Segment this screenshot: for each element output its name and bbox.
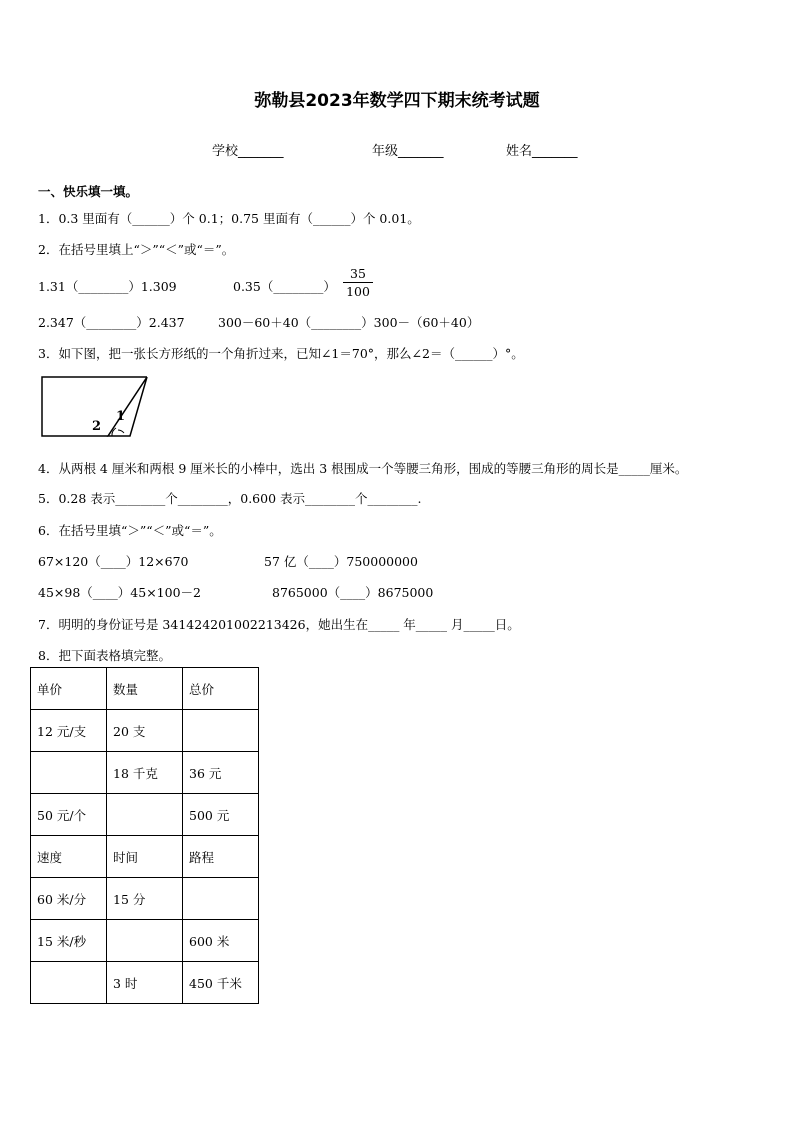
- table-row: [31, 668, 259, 710]
- angle-1-label: 1: [116, 409, 126, 424]
- table-cell: 18 千克: [107, 752, 183, 794]
- section-heading: 一、快乐填一填。: [38, 184, 139, 199]
- fraction-numerator: 35: [350, 266, 366, 281]
- question-2: 2．在括号里填上“＞”“＜”或“＝”。: [38, 242, 235, 257]
- table-cell: [183, 710, 259, 752]
- table-cell: 60 米/分: [31, 878, 107, 920]
- question-6: 6．在括号里填“＞”“＜”或“＝”。: [38, 523, 222, 538]
- table-row: [31, 794, 259, 836]
- question-8: 8．把下面表格填完整。: [38, 648, 171, 663]
- table-cell: 单价: [31, 668, 107, 710]
- table-row: [31, 836, 259, 878]
- page-title: 弥勒县2023年数学四下期末统考试题: [254, 91, 540, 111]
- table-cell: 600 米: [183, 920, 259, 962]
- table-row: [31, 710, 259, 752]
- table-cell: 3 时: [107, 962, 183, 1004]
- q2-item-a: 1.31（________）1.309: [38, 279, 177, 294]
- table-row: [31, 878, 259, 920]
- q6-item-b: 57 亿（____）750000000: [264, 554, 418, 569]
- table-cell: 500 元: [183, 794, 259, 836]
- angle-2-label: 2: [92, 419, 102, 434]
- table-row: [31, 920, 259, 962]
- table-cell: 路程: [183, 836, 259, 878]
- fraction-bar: [343, 282, 373, 283]
- table-cell: 12 元/支: [31, 710, 107, 752]
- table-cell: 20 支: [107, 710, 183, 752]
- table-cell: 总价: [183, 668, 259, 710]
- table-cell: [107, 920, 183, 962]
- table-cell: [183, 878, 259, 920]
- fraction-denominator: 100: [346, 284, 370, 299]
- table-cell: 450 千米: [183, 962, 259, 1004]
- table-cell: 时间: [107, 836, 183, 878]
- angle-1-arc: [118, 430, 124, 433]
- school-field: 学校_______: [212, 144, 284, 159]
- question-3: 3．如下图，把一张长方形纸的一个角折过来，已知∠1＝70°，那么∠2＝（______）°。: [38, 346, 524, 361]
- question-4: 4．从两根 4 厘米和两根 9 厘米长的小棒中，选出 3 根围成一个等腰三角形，围成的等腰三角形的周长是_____厘米。: [38, 461, 688, 476]
- table-row: [31, 752, 259, 794]
- table-cell: 数量: [107, 668, 183, 710]
- question-7: 7．明明的身份证号是 341424201002213426，她出生在_____ 年_____ 月_____日。: [38, 617, 520, 632]
- table-cell: 速度: [31, 836, 107, 878]
- table-cell: 15 米/秒: [31, 920, 107, 962]
- table-cell: [31, 962, 107, 1004]
- question-1: 1．0.3 里面有（______）个 0.1；0.75 里面有（______）个 0.01。: [38, 211, 420, 226]
- folded-rectangle-figure: [40, 373, 152, 439]
- question-5: 5．0.28 表示________个________，0.600 表示________个________.: [38, 491, 422, 506]
- table-row: [31, 962, 259, 1004]
- table-cell: 50 元/个: [31, 794, 107, 836]
- q2-item-d: 300－60＋40（________）300－（60＋40）: [218, 315, 480, 330]
- price-speed-table: [30, 667, 259, 1004]
- q2-item-c: 2.347（________）2.437: [38, 315, 185, 330]
- folded-corner: [108, 377, 147, 436]
- table-cell: 36 元: [183, 752, 259, 794]
- q6-item-c: 45×98（____）45×100－2: [38, 585, 201, 600]
- table-cell: [31, 752, 107, 794]
- q6-item-a: 67×120（____）12×670: [38, 554, 189, 569]
- q2-fraction: [343, 266, 373, 299]
- name-field: 姓名_______: [506, 144, 578, 159]
- table-cell: 15 分: [107, 878, 183, 920]
- q2-item-b: 0.35（________）: [233, 279, 336, 294]
- table-cell: [107, 794, 183, 836]
- grade-field: 年级_______: [372, 144, 444, 159]
- q6-item-d: 8765000（____）8675000: [272, 585, 434, 600]
